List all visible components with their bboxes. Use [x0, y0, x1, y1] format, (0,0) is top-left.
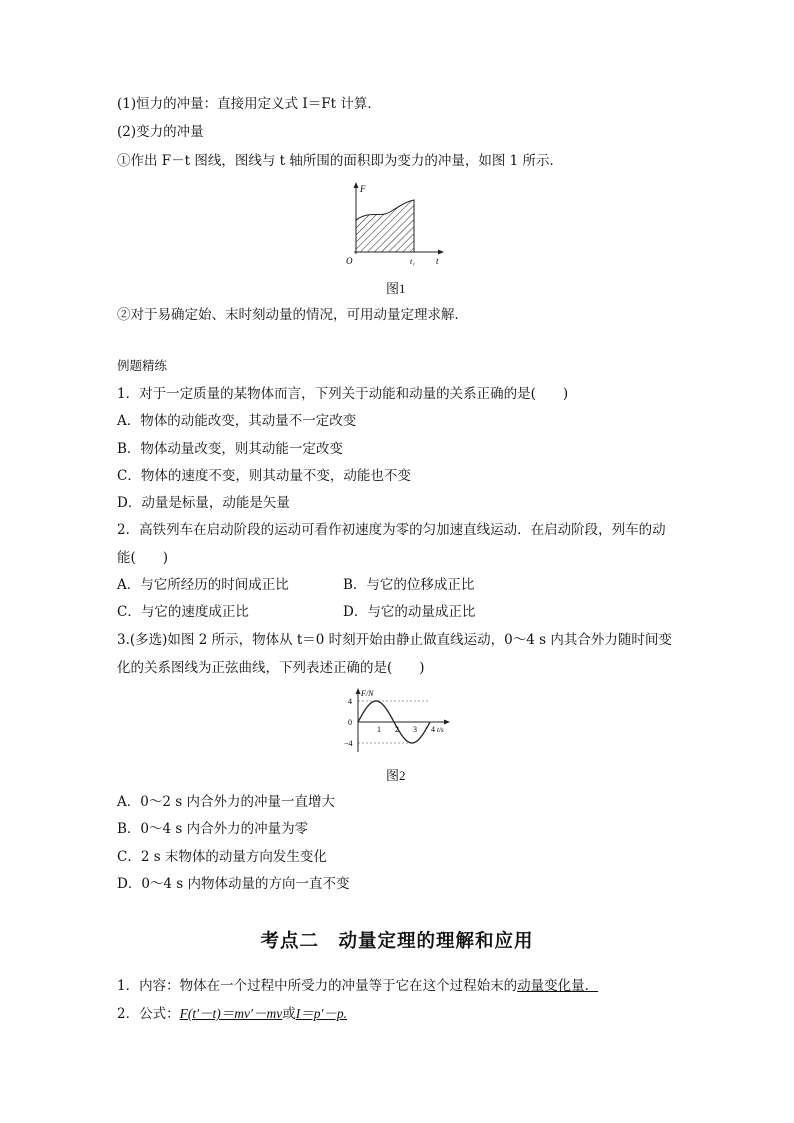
q1-option-a: A．物体的动能改变，其动量不一定改变 [117, 413, 357, 429]
q1-option-d: D．动量是标量，动能是矢量 [117, 495, 290, 511]
figure1-tick-label: t₁ [410, 257, 416, 266]
figure2-y-tick-0: 0 [348, 718, 352, 727]
figure1-caption: 图1 [386, 281, 406, 296]
q3-option-c: C．2 s 末物体的动量方向发生变化 [117, 849, 327, 865]
theorem-content [117, 977, 598, 995]
figure2-x-tick-4: 4 [431, 725, 435, 734]
q2-option-d: D．与它的动量成正比 [343, 604, 476, 620]
theorem-content-underlined: 动量变化量． [517, 978, 599, 994]
constant-force-impulse: (1)恒力的冲量：直接用定义式 I＝Ft 计算． [117, 96, 381, 112]
figure2-axis-x-label: t/s [437, 726, 444, 734]
section2-title: 考点二 动量定理的理解和应用 [260, 931, 534, 952]
figure2-y-tick-4: 4 [348, 697, 352, 706]
q3-option-d: D．0～4 s 内物体动量的方向一直不变 [117, 876, 350, 892]
q1-option-c: C．物体的速度不变，则其动量不变，动能也不变 [117, 468, 411, 484]
theorem-content-text: 物体在一个过程中所受力的冲量等于它在这个过程始末的 [179, 978, 518, 994]
q3-option-b: B．0～4 s 内合外力的冲量为零 [117, 821, 309, 837]
q2-option-c: C．与它的速度成正比 [117, 604, 249, 620]
q1-option-b: B．物体动量改变，则其动能一定改变 [117, 441, 343, 457]
theorem-formula-label: 2．公式： [117, 1006, 180, 1022]
figure1-origin-label: O [346, 256, 353, 266]
figure2-x-tick-1: 1 [377, 725, 381, 734]
examples-title: 例题精练 [117, 358, 168, 373]
q2-option-b: B．与它的位移成正比 [343, 577, 475, 593]
impulse-area [356, 200, 414, 252]
q1-stem: 1．对于一定质量的某物体而言，下列关于动能和动量的关系正确的是( ) [117, 386, 569, 402]
q2-option-a: A．与它所经历的时间成正比 [117, 577, 289, 593]
figure2-x-tick-3: 3 [413, 725, 417, 734]
q3-stem-line2: 化的关系图线为正弦曲线，下列表述正确的是( ) [117, 660, 425, 676]
q2-stem-line2: 能( ) [117, 550, 169, 566]
q2-stem-line1: 2．高铁列车在启动阶段的运动可看作初速度为零的匀加速直线运动．在启动阶段，列车的动 [117, 522, 666, 538]
figure2-chart [340, 686, 460, 756]
figure1-axis-y-label: F [360, 184, 366, 194]
theorem-formula-or: 或 [282, 1006, 296, 1022]
theorem-formula [117, 1005, 347, 1023]
figure2-axis-y-label: F/N [361, 689, 374, 698]
method-momentum-theorem: ②对于易确定始、末时刻动量的情况，可用动量定理求解． [117, 307, 468, 323]
variable-force-heading: (2)变力的冲量 [117, 124, 204, 140]
q3-stem-line1: 3.(多选)如图 2 所示，物体从 t＝0 时刻开始由静止做直线运动，0～4 s 内其合外力随时间变 [117, 632, 672, 648]
method-graph: ①作出 F－t 图线，图线与 t 轴所围的面积即为变力的冲量，如图 1 所示． [117, 153, 564, 169]
q3-option-a: A．0～2 s 内合外力的冲量一直增大 [117, 794, 335, 810]
figure1-axis-x-label: t [436, 256, 439, 266]
theorem-content-label: 1．内容： [117, 978, 180, 994]
figure2-x-tick-2: 2 [395, 725, 399, 734]
theorem-formula-2: I＝p′－p. [295, 1006, 348, 1021]
figure1-diagram [340, 180, 450, 268]
figure2-y-tick-neg4: −4 [344, 739, 353, 748]
theorem-formula-1: F(t′－t)＝mv′－mv [179, 1006, 283, 1021]
figure2-caption: 图2 [386, 768, 406, 783]
